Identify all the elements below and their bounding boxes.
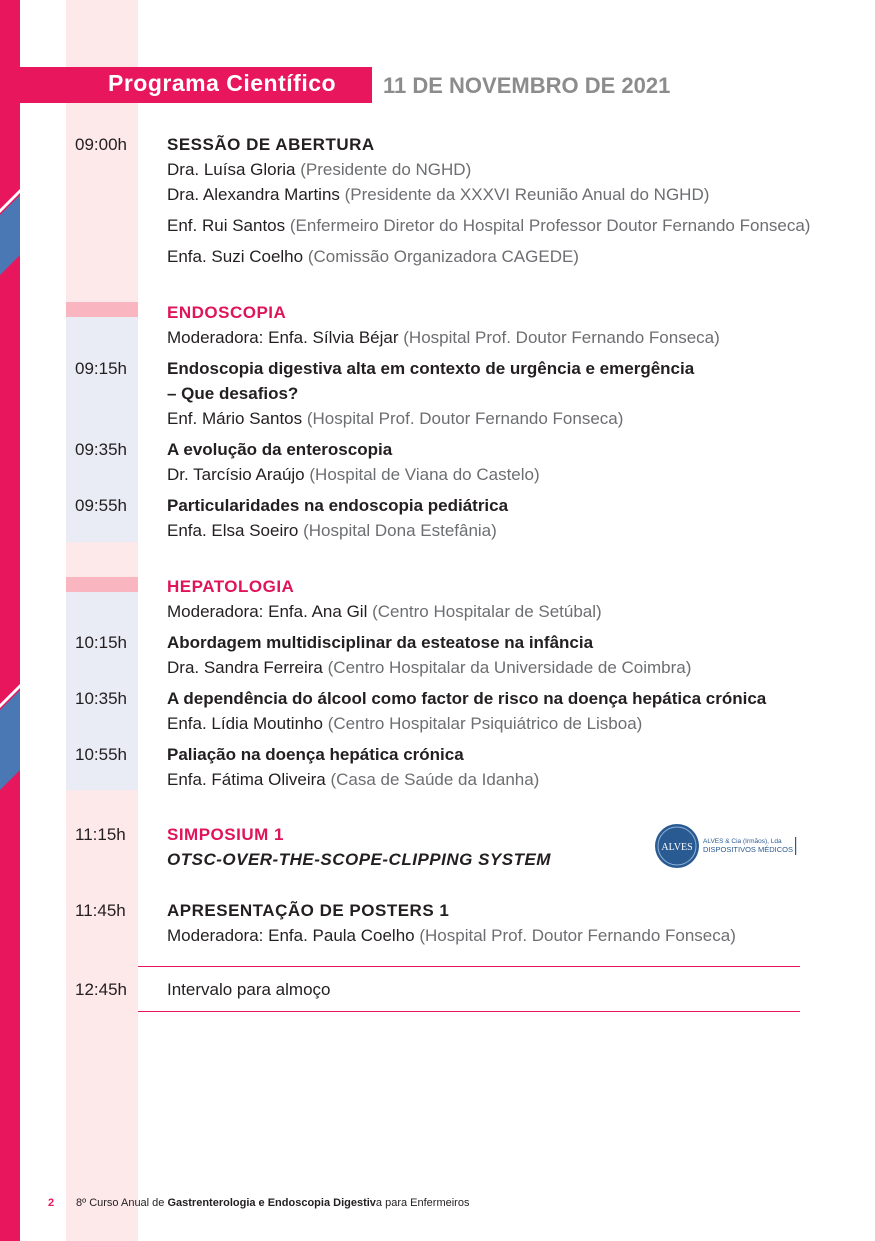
- moderator-affiliation: (Hospital Prof. Doutor Fernando Fonseca): [419, 926, 736, 945]
- speaker-affiliation: (Presidente do NGHD): [300, 160, 472, 179]
- moderator-name: Moderadora: Enfa. Ana Gil: [167, 602, 368, 621]
- divider: [138, 1011, 800, 1012]
- logo-word: ALVES: [661, 842, 693, 853]
- speaker-line: [167, 247, 579, 267]
- speaker-name: Dra. Luísa Gloria: [167, 160, 296, 179]
- speaker-affiliation: (Hospital Dona Estefânia): [303, 521, 497, 540]
- speaker-affiliation: (Hospital de Viana do Castelo): [309, 465, 540, 484]
- footer-suffix: a para Enfermeiros: [375, 1197, 470, 1209]
- session-time: 11:15h: [75, 825, 126, 844]
- talk-time: 10:15h: [75, 633, 127, 652]
- section-title: SIMPOSIUM 1: [167, 825, 284, 844]
- session-time: 09:00h: [75, 135, 127, 154]
- speaker-line: [167, 465, 540, 485]
- speaker-name: Dra. Sandra Ferreira: [167, 658, 323, 677]
- section-title: APRESENTAÇÃO DE POSTERS 1: [167, 901, 450, 920]
- speaker-affiliation: (Enfermeiro Diretor do Hospital Professor Doutor Fernando Fonseca): [289, 216, 811, 235]
- moderator-name: Moderadora: Enfa. Sílvia Béjar: [167, 328, 399, 347]
- talk-title: Paliação na doença hepática crónica: [167, 745, 464, 764]
- page-title: Programa Científico: [108, 70, 337, 96]
- logo-line2: DISPOSITIVOS MÉDICOS: [703, 845, 794, 854]
- talk-title: Particularidades na endoscopia pediátrica: [167, 496, 509, 515]
- footer-prefix: 8º Curso Anual de: [76, 1197, 168, 1209]
- section-title: ENDOSCOPIA: [167, 303, 287, 322]
- speaker-line: [167, 714, 642, 734]
- section-band: [66, 577, 138, 592]
- session-time: 11:45h: [75, 901, 126, 920]
- talk-title: – Que desafios?: [167, 384, 299, 403]
- alves-logo: [655, 823, 805, 869]
- speaker-line: [167, 770, 539, 790]
- session-time: 12:45h: [75, 980, 127, 999]
- speaker-affiliation: (Centro Hospitalar da Universidade de Coimbra): [327, 658, 692, 677]
- section-title: SESSÃO DE ABERTURA: [167, 135, 375, 154]
- speaker-affiliation: (Centro Hospitalar Psiquiátrico de Lisboa): [327, 714, 643, 733]
- talk-time: 10:35h: [75, 689, 127, 708]
- page-number: 2: [48, 1197, 55, 1209]
- talk-title: A evolução da enteroscopia: [167, 440, 393, 459]
- speaker-affiliation: (Presidente da XXXVI Reunião Anual do NGHD): [344, 185, 710, 204]
- speaker-line: [167, 185, 709, 205]
- talk-time: 09:15h: [75, 359, 127, 378]
- speaker-name: Enf. Rui Santos: [167, 216, 286, 235]
- divider: [138, 966, 800, 967]
- talk-time: 10:55h: [75, 745, 127, 764]
- blue-stripe-decoration: [0, 185, 20, 275]
- speaker-line: [167, 216, 810, 236]
- speaker-affiliation: (Comissão Organizadora CAGEDE): [307, 247, 579, 266]
- talk-title: Abordagem multidisciplinar da esteatose na infância: [167, 633, 594, 652]
- speaker-affiliation: (Casa de Saúde da Idanha): [330, 770, 540, 789]
- speaker-line: [167, 409, 623, 429]
- speaker-line: [167, 160, 471, 180]
- moderator-line: [167, 926, 736, 946]
- page-date: 11 DE NOVEMBRO DE 2021: [383, 73, 671, 98]
- footer-text: [76, 1197, 469, 1209]
- speaker-name: Enfa. Elsa Soeiro: [167, 521, 299, 540]
- moderator-name: Moderadora: Enfa. Paula Coelho: [167, 926, 415, 945]
- speaker-affiliation: (Hospital Prof. Doutor Fernando Fonseca): [306, 409, 624, 428]
- moderator-affiliation: (Centro Hospitalar de Setúbal): [372, 602, 602, 621]
- speaker-name: Enfa. Suzi Coelho: [167, 247, 304, 266]
- simposium-subtitle: OTSC-OVER-THE-SCOPE-CLIPPING SYSTEM: [167, 850, 551, 869]
- talk-title: A dependência do álcool como factor de risco na doença hepática crónica: [167, 689, 767, 708]
- footer-bold: Gastrenterologia e Endoscopia Digestiv: [167, 1197, 376, 1209]
- speaker-line: [167, 521, 497, 541]
- lunch-label: Intervalo para almoço: [167, 980, 331, 999]
- moderator-line: [167, 602, 602, 622]
- talk-title: Endoscopia digestiva alta em contexto de urgência e emergência: [167, 359, 695, 378]
- talk-time: 09:55h: [75, 496, 127, 515]
- speaker-line: [167, 658, 691, 678]
- moderator-line: [167, 328, 720, 348]
- speaker-name: Enfa. Lídia Moutinho: [167, 714, 323, 733]
- speaker-name: Dra. Alexandra Martins: [167, 185, 340, 204]
- blue-stripe-decoration: [0, 680, 20, 790]
- talk-time: 09:35h: [75, 440, 127, 459]
- logo-line1: ALVES & Cia (Irmãos), Lda: [703, 838, 782, 845]
- speaker-name: Enfa. Fátima Oliveira: [167, 770, 326, 789]
- section-title: HEPATOLOGIA: [167, 577, 295, 596]
- speaker-name: Dr. Tarcísio Araújo: [167, 465, 305, 484]
- section-band: [66, 302, 138, 317]
- speaker-name: Enf. Mário Santos: [167, 409, 303, 428]
- moderator-affiliation: (Hospital Prof. Doutor Fernando Fonseca): [403, 328, 720, 347]
